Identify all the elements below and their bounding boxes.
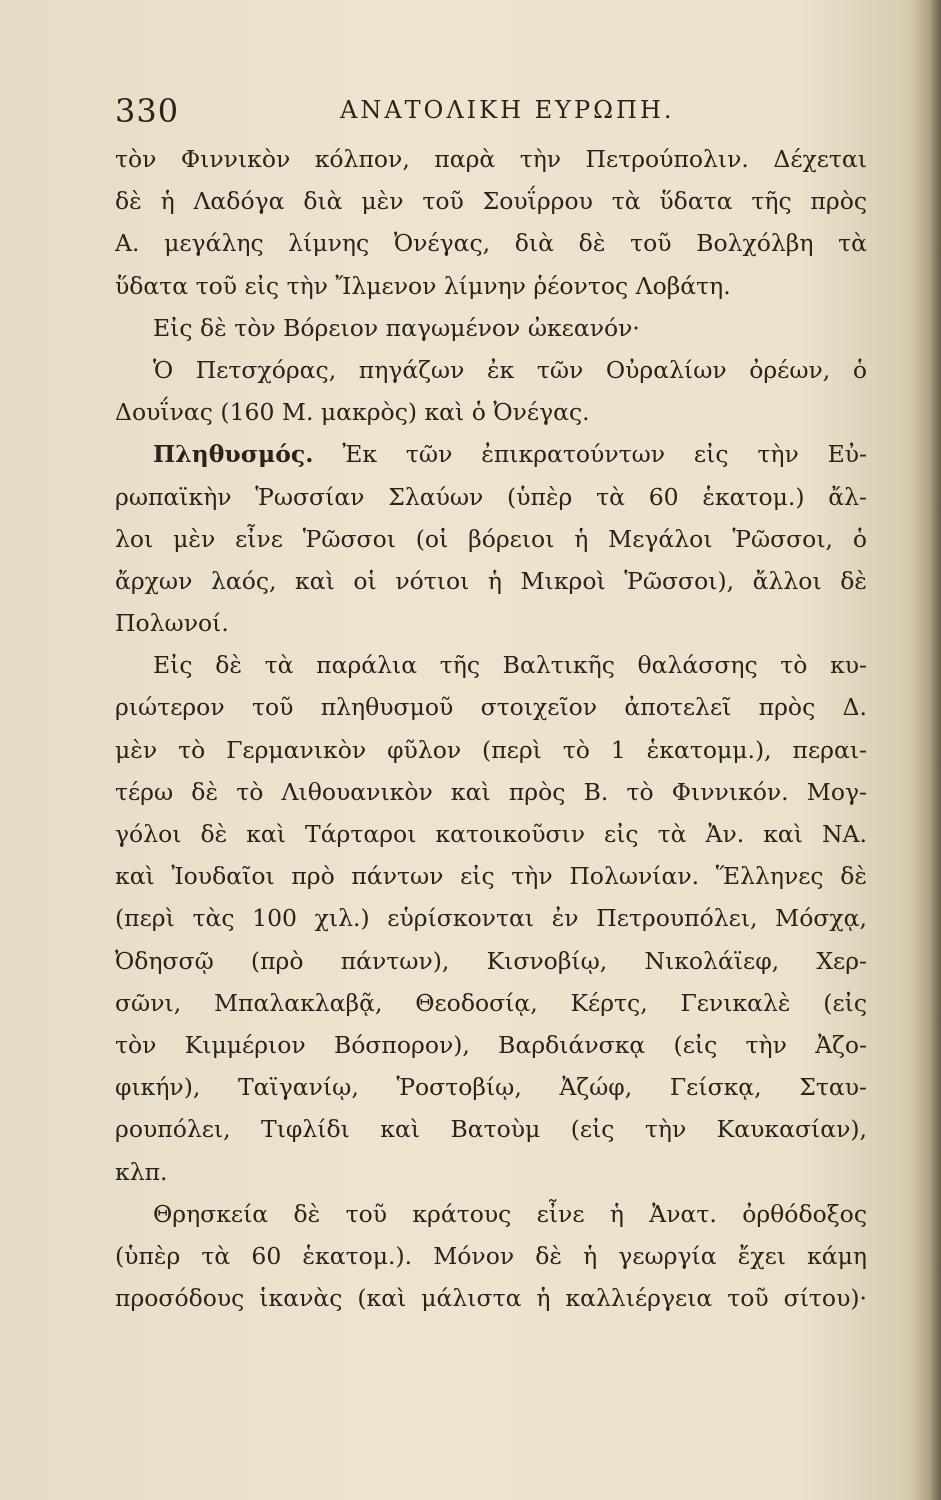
text-line: ὕδατα τοῦ εἰς τὴν Ἴλμενον λίμνην ῥέοντος Λοβάτη. <box>115 271 731 300</box>
text-line: δὲ ἡ Λαδόγα διὰ μὲν τοῦ Σουΐρρου τὰ ὕδατα τῆς πρὸς <box>115 187 867 216</box>
text-line: γόλοι δὲ καὶ Τάρταροι κατοικοῦσιν εἰς τὰ Ἀν. καὶ ΝΑ. <box>115 820 867 848</box>
text-line: ριώτερον τοῦ πληθυσμοῦ στοιχεῖον ἀποτελεῖ πρὸς Δ. <box>115 693 867 722</box>
text-line: ρωπαϊκὴν Ῥωσσίαν Σλαύων (ὑπὲρ τὰ 60 ἑκατομ.) ἄλ- <box>115 482 867 511</box>
text-line: λοι μὲν εἶνε Ῥῶσσοι (οἱ βόρειοι ἡ Μεγάλοι Ῥῶσσοι, ὁ <box>115 524 867 553</box>
text-line: προσόδους ἱκανὰς (καὶ μάλιστα ἡ καλλιέργεια τοῦ σίτου)· <box>115 1284 867 1313</box>
text-line: Πολωνοί. <box>115 609 229 638</box>
text-line: Δουΐνας (160 Μ. μακρὸς) καὶ ὁ Ὀνέγας. <box>115 398 590 427</box>
text-line: Θρησκεία δὲ τοῦ κράτους εἶνε ἡ Ἀνατ. ὀρθόδοξος <box>153 1199 867 1228</box>
page-edge-shadow <box>911 0 941 1500</box>
text-line: ἄρχων λαός, καὶ οἱ νότιοι ἡ Μικροὶ Ῥῶσσοι), ἄλλοι δὲ <box>115 566 867 595</box>
text-line: Πληθυσμός. Ἐκ τῶν ἐπικρατούντων εἰς τὴν Εὐ- <box>153 440 867 469</box>
text-line: τὸν Φιννικὸν κόλπον, παρὰ τὴν Πετρούπολιν. Δέχεται <box>115 145 867 173</box>
running-title: ΑΝΑΤΟΛΙΚΗ ΕΥΡΩΠΗ. <box>340 96 675 124</box>
body-text <box>115 138 867 1319</box>
text-line: μὲν τὸ Γερμανικὸν φῦλον (περὶ τὸ 1 ἑκατομμ.), περαι- <box>115 735 867 764</box>
text-line: Εἰς δὲ τὸν Βόρειον παγωμένον ὠκεανόν· <box>153 313 640 342</box>
text-line: Α. μεγάλης λίμνης Ὀνέγας, διὰ δὲ τοῦ Βολχόλβη τὰ <box>115 229 867 258</box>
text-line: ρουπόλει, Τιφλίδι καὶ Βατοὺμ (εἰς τὴν Καυκασίαν), <box>115 1115 867 1144</box>
text-line: (περὶ τὰς 100 χιλ.) εὑρίσκονται ἐν Πετρουπόλει, Μόσχᾳ, <box>115 904 867 933</box>
section-heading: Πληθυσμός. <box>153 440 314 469</box>
text-line: Ὀδησσῷ (πρὸ πάντων), Κισνοβίῳ, Νικολάϊεφ, Χερ- <box>115 946 867 975</box>
text-line: κλπ. <box>115 1157 168 1186</box>
text-line: τὸν Κιμμέριον Βόσπορον), Βαρδιάνσκᾳ (εἰς τὴν Ἀζο- <box>115 1030 867 1059</box>
text-line: Ὁ Πετσχόρας, πηγάζων ἐκ τῶν Οὐραλίων ὀρέων, ὁ <box>153 355 867 384</box>
page-header <box>115 92 860 132</box>
text-line: καὶ Ἰουδαῖοι πρὸ πάντων εἰς τὴν Πολωνίαν. Ἕλληνες δὲ <box>115 862 867 891</box>
page-number: 330 <box>115 92 180 130</box>
text-line: (ὑπὲρ τὰ 60 ἑκατομ.). Μόνον δὲ ἡ γεωργία ἔχει κάμη <box>115 1241 867 1270</box>
text-line: σῶνι, Μπαλακλαβᾷ, Θεοδοσίᾳ, Κέρτς, Γενικαλὲ (εἰς <box>115 988 867 1017</box>
text-line: τέρω δὲ τὸ Λιθουανικὸν καὶ πρὸς Β. τὸ Φιννικόν. Μογ- <box>115 777 867 806</box>
text-line: φικήν), Ταϊγανίῳ, Ῥοστοβίῳ, Ἀζώφ, Γείσκᾳ, Σταυ- <box>115 1073 867 1102</box>
text-line: Εἰς δὲ τὰ παράλια τῆς Βαλτικῆς θαλάσσης τὸ κυ- <box>153 651 867 680</box>
